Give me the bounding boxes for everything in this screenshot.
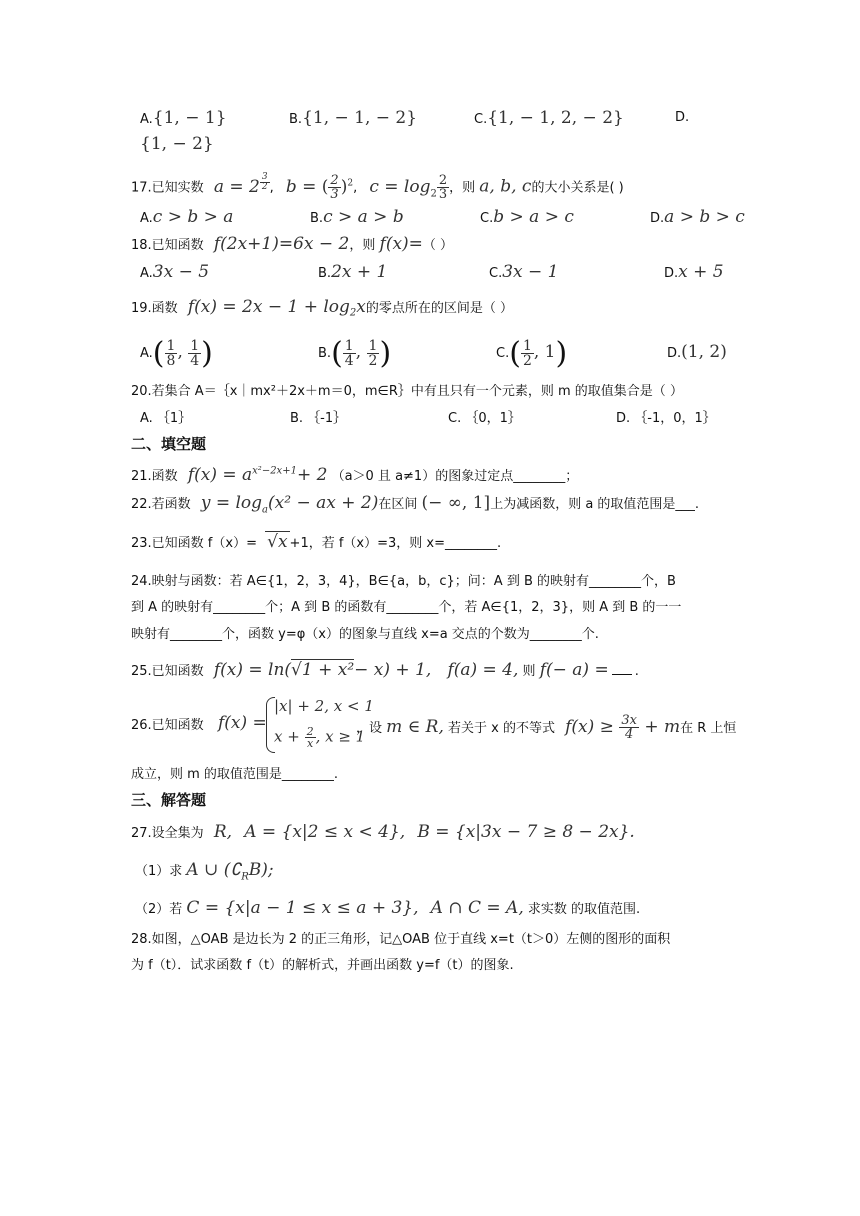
q26-stem: 26.已知函数 [131, 718, 204, 733]
section-fill-in-heading: 二、填空题 [131, 435, 207, 453]
q18-option-d: D.x + 5 [664, 262, 724, 282]
q16-option-c: C.{1, − 1, 2, − 2} [474, 108, 624, 128]
q17-option-c: C.b > a > c [480, 207, 574, 227]
q26-rest: ，设 m ∈ R, 若关于 x 的不等式 f(x) ≥ $\frac{3x}{4}$ + m在 R 上恒 [356, 713, 737, 742]
q19-option-d: D.(1, 2) [667, 342, 727, 362]
question-21: 21.函数 $f(x) = a^{x^2-2x+1}+ 2$ （a＞0 且 a≠1）的图象过定点________； [131, 465, 579, 485]
q26-line2: 成立，则 m 的取值范围是________. [131, 767, 339, 782]
q26-case1: |x| + 2, x < 1 [274, 697, 374, 715]
q18-option-c: C.3x − 1 [489, 262, 559, 282]
q20-option-b: B. ｛-1｝ [290, 411, 347, 426]
section-answer-heading: 三、解答题 [131, 791, 207, 809]
question-24-line2: 到 A 的映射有________个；A 到 B 的函数有________个，若 A∈{1，2，3}，则 A 到 B 的一一 [131, 600, 682, 615]
question-25: 25.已知函数 f(x) = ln(√1 + x²− x) + 1, f(a) = 4, 则 f(− a) = . [131, 660, 639, 680]
q26-case2: x + $\frac{2}{x}$ , x ≥ 1 [274, 725, 366, 750]
q19-option-b: B.( $\frac{1}{4}$ , $\frac{1}{2}$ ) [318, 336, 392, 371]
question-20: 20.若集合 A＝｛x｜mx²＋2x＋m＝0，m∈R｝中有且只有一个元素，则 m 的取值集合是（ ） [131, 384, 683, 399]
question-24-line3: 映射有________个，函数 y=φ（x）的图象与直线 x=a 交点的个数为________个. [131, 627, 599, 642]
question-18: 18.已知函数 f(2x+1)=6x − 2，则 f(x)=（ ） [131, 234, 454, 254]
question-28-line1: 28.如图，△OAB 是边长为 2 的正三角形，记△OAB 位于直线 x=t（t＞0）左侧的图形的面积 [131, 932, 671, 947]
q26-fx: f(x) = [218, 713, 267, 733]
q16-option-a-set: {1, − 1} [152, 108, 227, 128]
q27-part1: （1）求 A ∪ $(∁_RB)$; [135, 860, 274, 883]
q17-c-def: $c = \log_2$ $\frac{2}{3}$ [369, 172, 448, 202]
q16-option-b: B.{1, − 1, − 2} [289, 108, 418, 128]
q17-option-b: B.c > a > b [310, 207, 404, 227]
q16-option-d-set: {1, − 2} [140, 134, 214, 154]
q16-option-a: A.{1, − 1} [140, 108, 227, 128]
q17-option-a: A.c > b > a [140, 207, 234, 227]
q16-option-d-label: D. [675, 110, 690, 125]
question-19: 19.函数 $f(x) = 2x - 1 + \log_2x$的零点所在的区间是（ ） [131, 297, 514, 319]
question-22: 22.若函数 $y = \log_a(x^2$ − ax + 2)在区间 (− ∞, 1]上为减函数，则 a 的取值范围是___. [131, 493, 700, 516]
q19-option-c: C.( $\frac{1}{2}$ , 1) [496, 336, 568, 371]
q18-option-b: B.2x + 1 [318, 262, 388, 282]
q20-option-d: D. ｛-1，0，1｝ [616, 411, 716, 426]
question-24-line1: 24.映射与函数：若 A∈{1，2，3，4}，B∈{a，b，c}；问：A 到 B 的映射有________个，B [131, 574, 676, 589]
question-23: 23.已知函数 f（x）= √x +1，若 f（x）=3，则 x=________. [131, 532, 502, 552]
q27-part2: （2）若 C = {x|a − 1 ≤ x ≤ a + 3}, A ∩ C = A, 求实数 的取值范围. [135, 898, 641, 918]
q20-option-c: C. ｛0，1｝ [448, 411, 521, 426]
q16-option-c-set: {1, − 1, 2, − 2} [487, 108, 624, 128]
q20-option-a: A. ｛1｝ [140, 411, 192, 426]
q19-option-a: A.( $\frac{1}{8}$ , $\frac{1}{4}$ ) [140, 336, 213, 371]
q17-a-def: a = 2 $^{\frac{3}{2}}$ [213, 172, 268, 197]
question-27: 27.设全集为 R, A = {x|2 ≤ x < 4}, B = {x|3x − 7 ≥ 8 − 2x}. [131, 822, 635, 842]
q17-b-def: b = ( $\frac{2}{3}$ )$^2$ [285, 172, 354, 202]
q16-option-b-set: {1, − 1, − 2} [302, 108, 418, 128]
question-17: 17.已知实数 a = 2 $^{\frac{3}{2}}$ , b = ( $\frac{2}{3}$ )$^2$, $c = \log_2$ $\frac{2}{3}$ ，则 a, b, c的大小关系是( ) [131, 172, 624, 202]
q17-option-d: D.a > b > c [650, 207, 745, 227]
question-28-line2: 为 f（t）．试求函数 f（t）的解析式，并画出函数 y=f（t）的图象. [131, 958, 514, 973]
q18-option-a: A.3x − 5 [140, 262, 210, 282]
